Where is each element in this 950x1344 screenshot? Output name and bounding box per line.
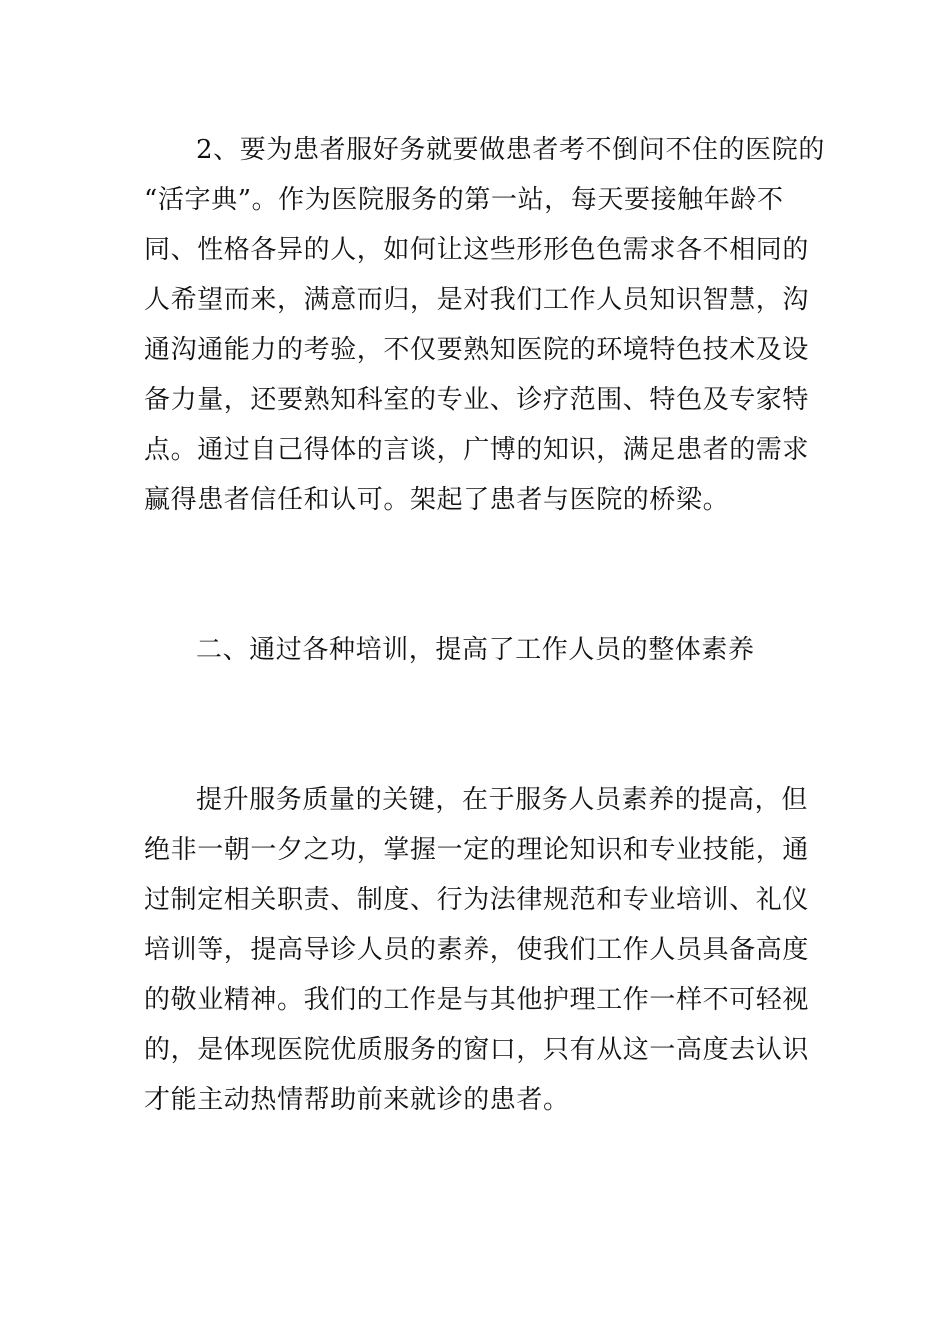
paragraph-1-line-1: 2、要为患者服好务就要做患者考不倒问不住的医院的	[196, 135, 825, 165]
paragraph-1-line-3: 同、性格各异的人，如何让这些形形色色需求各不相同的	[144, 235, 810, 265]
paragraph-1-line-4: 人希望而来，满意而归，是对我们工作人员知识智慧，沟	[144, 285, 810, 315]
paragraph-1-line-2: “活字典”。作为医院服务的第一站，每天要接触年龄不	[144, 185, 784, 215]
paragraph-2-line-4: 培训等，提高导诊人员的素养，使我们工作人员具备高度	[144, 935, 810, 965]
paragraph-2-line-7: 才能主动热情帮助前来就诊的患者。	[144, 1085, 570, 1115]
section-heading: 二、通过各种培训，提高了工作人员的整体素养	[196, 635, 755, 665]
paragraph-2-line-3: 过制定相关职责、制度、行为法律规范和专业培训、礼仪	[144, 885, 810, 915]
paragraph-1-line-6: 备力量，还要熟知科室的专业、诊疗范围、特色及专家特	[144, 385, 810, 415]
paragraph-1-line-7: 点。通过自己得体的言谈，广博的知识，满足患者的需求	[144, 435, 810, 465]
paragraph-1-line-5: 通沟通能力的考验，不仅要熟知医院的环境特色技术及设	[144, 335, 810, 365]
paragraph-1-line-8: 赢得患者信任和认可。架起了患者与医院的桥梁。	[144, 485, 730, 515]
paragraph-2-line-1: 提升服务质量的关键，在于服务人员素养的提高，但	[196, 785, 808, 815]
paragraph-2-line-6: 的，是体现医院优质服务的窗口，只有从这一高度去认识	[144, 1035, 810, 1065]
paragraph-2-line-2: 绝非一朝一夕之功，掌握一定的理论知识和专业技能，通	[144, 835, 810, 865]
paragraph-2-line-5: 的敬业精神。我们的工作是与其他护理工作一样不可轻视	[144, 985, 810, 1015]
